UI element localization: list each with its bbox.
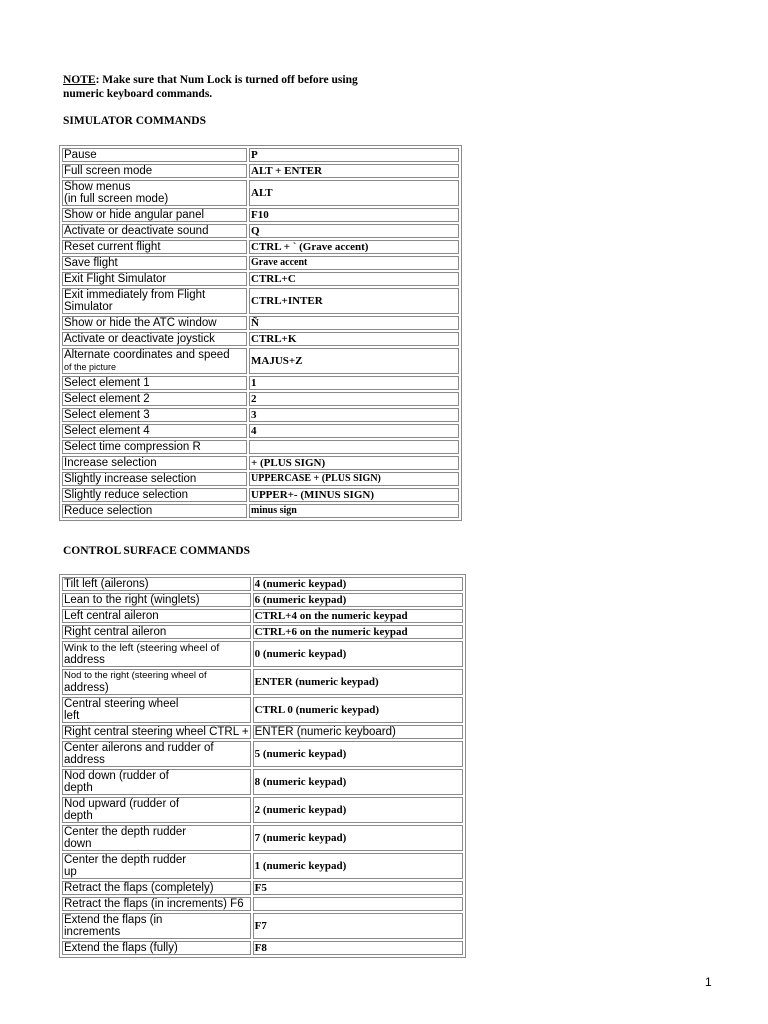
command-key	[253, 897, 463, 911]
command-key: 1	[249, 376, 459, 390]
command-label-line-2: increments	[64, 926, 121, 938]
table-row	[62, 272, 459, 286]
table-row	[62, 897, 463, 911]
table-row	[62, 240, 459, 254]
table-row	[62, 669, 463, 695]
command-label: Extend the flaps (fully)	[62, 941, 251, 955]
command-label	[62, 913, 251, 939]
command-label: Tilt left (ailerons)	[62, 577, 251, 591]
command-label	[62, 769, 251, 795]
command-label-line-2: address	[64, 654, 105, 666]
command-label	[62, 741, 251, 767]
command-key: 2	[249, 392, 459, 406]
table-row	[62, 376, 459, 390]
note-text-line-1: : Make sure that Num Lock is turned off before using	[95, 74, 358, 86]
table-row	[62, 725, 463, 739]
command-key: 8 (numeric keypad)	[253, 769, 463, 795]
control-surface-commands-heading: CONTROL SURFACE COMMANDS	[63, 545, 250, 557]
command-label-line-1: Show menus	[64, 181, 131, 193]
command-key: 7 (numeric keypad)	[253, 825, 463, 851]
command-key: UPPERCASE + (PLUS SIGN)	[249, 472, 459, 486]
note-text-line-2: numeric keyboard commands.	[63, 88, 213, 100]
table-row	[62, 593, 463, 607]
command-key: 3	[249, 408, 459, 422]
command-key: + (PLUS SIGN)	[249, 456, 459, 470]
command-label-line-2: down	[64, 838, 92, 850]
command-label-line-2: address)	[64, 682, 109, 694]
command-label-line-1: Nod to the right (steering wheel of	[64, 670, 207, 681]
command-label	[62, 669, 251, 695]
command-key: F10	[249, 208, 459, 222]
command-label-line-2: Simulator	[64, 301, 113, 313]
command-label: Full screen mode	[62, 164, 247, 178]
table-row	[62, 769, 463, 795]
table-row	[62, 456, 459, 470]
table-row	[62, 472, 459, 486]
table-row	[62, 148, 459, 162]
command-label: Right central aileron	[62, 625, 251, 639]
command-label-line-2: up	[64, 866, 77, 878]
command-key: CTRL+C	[249, 272, 459, 286]
table-row	[62, 641, 463, 667]
command-label-line-1: Center the depth rudder	[64, 826, 187, 838]
command-label-line-1: Nod upward (rudder of	[64, 798, 180, 810]
table-row	[62, 853, 463, 879]
command-key: Ñ	[249, 316, 459, 330]
command-key: 4	[249, 424, 459, 438]
command-key: F5	[253, 881, 463, 895]
command-label-line-2: address	[64, 754, 105, 766]
command-key: Q	[249, 224, 459, 238]
command-label: Show or hide the ATC window	[62, 316, 247, 330]
table-row	[62, 348, 459, 374]
command-label-line-1: Wink to the left (steering wheel of	[64, 642, 220, 654]
command-label: Increase selection	[62, 456, 247, 470]
command-label: Left central aileron	[62, 609, 251, 623]
table-row	[62, 913, 463, 939]
table-row	[62, 408, 459, 422]
command-label-line-2: depth	[64, 782, 93, 794]
table-row	[62, 180, 459, 206]
command-key: CTRL 0 (numeric keypad)	[253, 697, 463, 723]
command-label	[62, 825, 251, 851]
table-row	[62, 941, 463, 955]
command-label-line-2: left	[64, 710, 80, 722]
command-key: ENTER (numeric keypad)	[253, 669, 463, 695]
command-label: Save flight	[62, 256, 247, 270]
command-label: Reduce selection	[62, 504, 247, 518]
command-label: Activate or deactivate joystick	[62, 332, 247, 346]
table-row	[62, 609, 463, 623]
command-label-line-2: of the picture	[64, 362, 117, 372]
table-row	[62, 881, 463, 895]
command-label	[62, 697, 251, 723]
table-row	[62, 504, 459, 518]
table-row	[62, 825, 463, 851]
command-key: ALT + ENTER	[249, 164, 459, 178]
command-key: 0 (numeric keypad)	[253, 641, 463, 667]
command-key: 2 (numeric keypad)	[253, 797, 463, 823]
command-label: Select element 2	[62, 392, 247, 406]
command-label: Slightly increase selection	[62, 472, 247, 486]
table-row	[62, 440, 459, 454]
command-label: Exit Flight Simulator	[62, 272, 247, 286]
command-label-line-2: depth	[64, 810, 93, 822]
simulator-commands-heading: SIMULATOR COMMANDS	[63, 115, 207, 127]
command-label: Select time compression R	[62, 440, 247, 454]
command-key: 4 (numeric keypad)	[253, 577, 463, 591]
table-row	[62, 316, 459, 330]
command-key: CTRL+INTER	[249, 288, 459, 314]
command-label: Select element 4	[62, 424, 247, 438]
note-label: NOTE	[63, 74, 96, 86]
table-row	[62, 741, 463, 767]
control-surface-commands-table	[59, 574, 466, 958]
page-number: 1	[705, 975, 712, 989]
command-key: UPPER+- (MINUS SIGN)	[249, 488, 459, 502]
table-row	[62, 392, 459, 406]
command-label: Activate or deactivate sound	[62, 224, 247, 238]
command-label-line-1: Center the depth rudder	[64, 854, 187, 866]
command-label-line-1: Central steering wheel	[64, 698, 179, 710]
table-row	[62, 224, 459, 238]
command-label	[62, 797, 251, 823]
command-label-line-1: Nod down (rudder of	[64, 770, 169, 782]
command-key: F7	[253, 913, 463, 939]
table-row	[62, 625, 463, 639]
command-key: 1 (numeric keypad)	[253, 853, 463, 879]
command-label	[62, 641, 251, 667]
command-label: Select element 1	[62, 376, 247, 390]
command-label: Lean to the right (winglets)	[62, 593, 251, 607]
command-label: Select element 3	[62, 408, 247, 422]
command-label	[62, 180, 247, 206]
command-label: Reset current flight	[62, 240, 247, 254]
command-label-line-1: Exit immediately from Flight	[64, 289, 206, 301]
command-key: CTRL+4 on the numeric keypad	[253, 609, 463, 623]
command-label-line-1: Center ailerons and rudder of	[64, 742, 214, 754]
command-key: ALT	[249, 180, 459, 206]
command-label	[62, 288, 247, 314]
command-label	[62, 853, 251, 879]
note-paragraph	[63, 73, 358, 101]
command-label: Pause	[62, 148, 247, 162]
command-label-line-2: (in full screen mode)	[64, 193, 169, 205]
table-row	[62, 797, 463, 823]
command-key: CTRL+K	[249, 332, 459, 346]
command-label-line-1: Alternate coordinates and speed	[64, 349, 230, 361]
table-row	[62, 256, 459, 270]
command-key: F8	[253, 941, 463, 955]
command-key: Grave accent	[249, 256, 459, 270]
table-row	[62, 577, 463, 591]
command-key: minus sign	[249, 504, 459, 518]
table-row	[62, 164, 459, 178]
command-label: Right central steering wheel CTRL +	[64, 726, 249, 738]
table-row	[62, 208, 459, 222]
command-key: ENTER (numeric keyboard)	[253, 725, 463, 739]
command-key: MAJUS+Z	[249, 348, 459, 374]
command-label	[62, 348, 247, 374]
command-key: P	[249, 148, 459, 162]
command-key	[249, 440, 459, 454]
command-key: 6 (numeric keypad)	[253, 593, 463, 607]
command-label: Retract the flaps (completely)	[62, 881, 251, 895]
table-row	[62, 697, 463, 723]
command-label-line-1: Extend the flaps (in	[64, 914, 163, 926]
command-label: Slightly reduce selection	[62, 488, 247, 502]
table-row	[62, 424, 459, 438]
table-row	[62, 488, 459, 502]
simulator-commands-table	[59, 145, 462, 521]
command-key: CTRL+6 on the numeric keypad	[253, 625, 463, 639]
command-key: CTRL + ` (Grave accent)	[249, 240, 459, 254]
table-row	[62, 288, 459, 314]
command-label: Show or hide angular panel	[62, 208, 247, 222]
command-label: Retract the flaps (in increments) F6	[62, 897, 251, 911]
table-row	[62, 332, 459, 346]
command-key: 5 (numeric keypad)	[253, 741, 463, 767]
